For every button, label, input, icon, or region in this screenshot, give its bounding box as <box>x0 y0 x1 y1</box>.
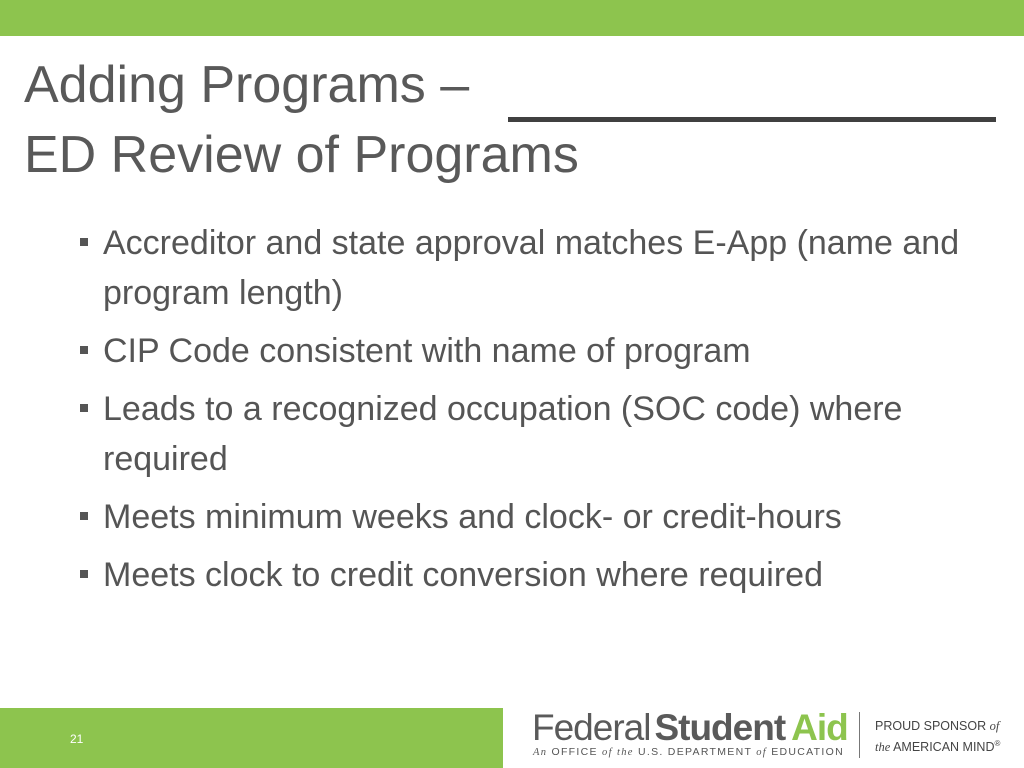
bullet-text: Accreditor and state approval matches E-App (name and program length) <box>103 224 960 312</box>
bullet-text: Meets minimum weeks and clock- or credit-hours <box>103 498 842 536</box>
federal-student-aid-logo <box>530 706 860 762</box>
tagline-word: of <box>602 747 613 758</box>
bullet-text: Meets clock to credit conversion where required <box>103 556 823 594</box>
tagline-word: EDUCATION <box>771 746 844 758</box>
page-number: 21 <box>70 732 84 746</box>
square-bullet-icon <box>80 512 88 520</box>
bullet-item <box>78 550 1008 600</box>
bullet-item <box>78 492 1008 542</box>
bullet-text: CIP Code consistent with name of program <box>103 332 751 370</box>
bullet-item <box>78 326 1008 376</box>
sponsor-text: AMERICAN MIND <box>893 740 995 755</box>
proud-sponsor-badge <box>875 718 1000 756</box>
bullet-list <box>78 218 1008 608</box>
sponsor-line-1 <box>875 718 1000 735</box>
sponsor-text: of <box>989 719 1000 733</box>
tagline-word: An <box>533 747 548 758</box>
slide-title-line-2: ED Review of Programs <box>24 126 579 184</box>
square-bullet-icon <box>80 404 88 412</box>
sponsor-text: PROUD SPONSOR <box>875 719 987 733</box>
logo-student-text: Student <box>654 707 786 748</box>
tagline-word: OFFICE <box>551 746 598 758</box>
logo-federal-text: Federal <box>532 707 651 748</box>
square-bullet-icon <box>80 570 88 578</box>
registered-mark: ® <box>994 739 1001 748</box>
tagline-word: the <box>617 747 634 758</box>
top-accent-bar <box>0 0 1024 36</box>
bullet-item <box>78 384 1008 484</box>
logo-divider <box>859 712 860 758</box>
tagline-word: of <box>756 747 767 758</box>
square-bullet-icon <box>80 346 88 354</box>
logo-office-tagline <box>533 746 844 758</box>
bullet-text: Leads to a recognized occupation (SOC code) where required <box>103 390 903 478</box>
bullet-item <box>78 218 1008 318</box>
tagline-word: U.S. DEPARTMENT <box>637 746 752 758</box>
title-underline-rule <box>508 117 996 122</box>
slide-title-line-1: Adding Programs – <box>24 56 470 114</box>
sponsor-text: the <box>875 740 891 755</box>
sponsor-line-2 <box>875 735 1000 756</box>
square-bullet-icon <box>80 238 88 246</box>
logo-aid-text: Aid <box>791 707 848 748</box>
